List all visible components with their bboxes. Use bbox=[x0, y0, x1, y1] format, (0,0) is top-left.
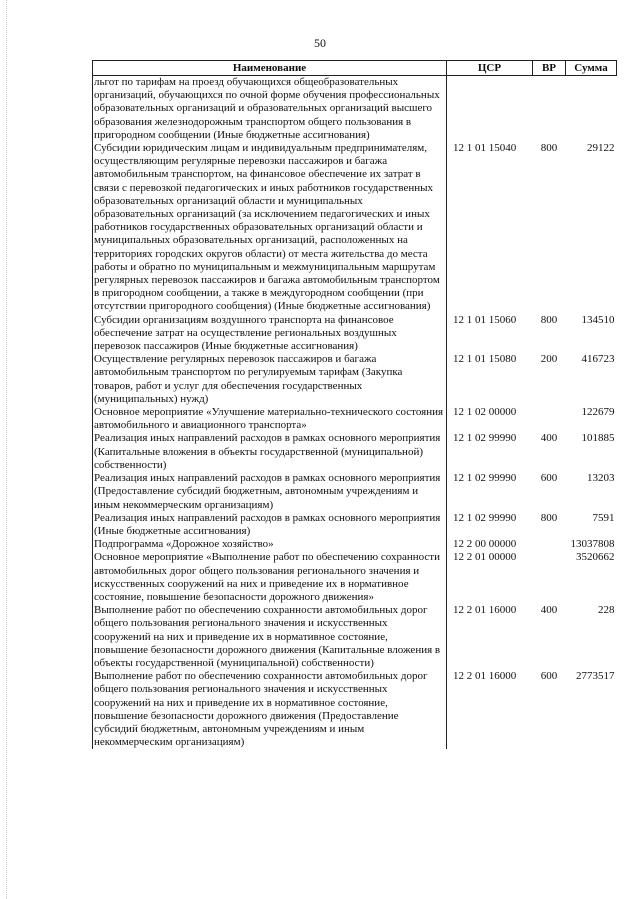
header-sum: Сумма bbox=[566, 61, 617, 76]
row-sum bbox=[566, 76, 617, 143]
row-csr: 12 1 01 15080 bbox=[453, 353, 517, 366]
header-csr: ЦСР bbox=[447, 61, 533, 76]
scan-margin-edge bbox=[6, 0, 8, 899]
header-row bbox=[93, 61, 617, 76]
table-row bbox=[93, 142, 617, 314]
row-sum: 7591 bbox=[592, 511, 615, 524]
row-vr: 400 bbox=[540, 432, 558, 445]
row-vr bbox=[533, 76, 566, 143]
header-name: Наименование bbox=[93, 61, 447, 76]
row-name: Подпрограмма «Дорожное хозяйство» bbox=[93, 538, 447, 551]
page-number: 50 bbox=[314, 36, 326, 50]
row-sum: 101885 bbox=[581, 432, 615, 445]
row-csr: 12 2 00 00000 bbox=[453, 538, 517, 551]
row-name: Основное мероприятие «Улучшение материально-технического состояния автомобильного и авиационного транспорта» bbox=[93, 406, 447, 432]
row-vr: 600 bbox=[540, 670, 558, 683]
row-sum: 122679 bbox=[581, 406, 615, 419]
row-csr: 12 2 01 16000 bbox=[453, 604, 517, 617]
row-name: льгот по тарифам на проезд обучающихся общеобразовательных организаций, обучающихся по очной форме обучения профессиональных образовательных организаций и образовательных организаций высшего образования железнодорожным транспортом общего пользования в пригородном сообщении (Иные бюджетные ассигнования) bbox=[93, 76, 447, 143]
row-sum: 3520662 bbox=[576, 551, 615, 564]
budget-table bbox=[92, 60, 617, 749]
row-csr: 12 1 02 99990 bbox=[453, 511, 517, 524]
row-name: Реализация иных направлений расходов в рамках основного мероприятия (Капитальные вложения в объекты государственной (муниципальной) собственности) bbox=[93, 432, 447, 472]
row-name: Реализация иных направлений расходов в рамках основного мероприятия (Иные бюджетные ассигнования) bbox=[93, 512, 447, 538]
row-vr: 200 bbox=[540, 353, 558, 366]
table-body bbox=[93, 76, 617, 750]
row-vr: 800 bbox=[540, 313, 558, 326]
row-vr bbox=[533, 406, 566, 432]
table-row bbox=[93, 432, 617, 472]
row-name: Субсидии юридическим лицам и индивидуальным предпринимателям, осуществляющим регулярные перевозки пассажиров и багажа автомобильным транспортом, на финансовое обеспечение их затрат в связи с перевозкой педагогических и иных работников государственных образовательных организаций области и муниципальных образовательных организаций (за исключением педагогических и иных работников государственных образовательных организаций области и муниципальных образовательных организаций, расположенных на территориях городских округов области) от места жительства до места работы и обратно по муниципальным и межмуниципальным маршрутам регулярных перевозок пассажиров и багажа автомобильным транспортом в пригородном сообщении, а также в междугородном сообщении (при отсутствии пригородного сообщения) (Иные бюджетные ассигнования) bbox=[93, 142, 447, 314]
row-sum: 228 bbox=[598, 604, 615, 617]
row-csr: 12 1 01 15040 bbox=[453, 142, 517, 155]
header-vr: ВР bbox=[533, 61, 566, 76]
table-row bbox=[93, 670, 617, 749]
row-csr: 12 1 02 99990 bbox=[453, 432, 517, 445]
row-csr bbox=[447, 76, 533, 143]
row-name: Осуществление регулярных перевозок пассажиров и багажа автомобильным транспортом по регулируемым тарифам (Закупка товаров, работ и услуг для обеспечения государственных (муниципальных) нужд) bbox=[93, 353, 447, 406]
row-vr: 800 bbox=[540, 511, 558, 524]
table-row bbox=[93, 472, 617, 512]
row-csr: 12 2 01 00000 bbox=[453, 551, 517, 564]
row-sum: 29122 bbox=[587, 142, 615, 155]
row-sum: 13037808 bbox=[570, 538, 615, 551]
row-csr: 12 1 02 00000 bbox=[453, 406, 517, 419]
row-sum: 134510 bbox=[581, 313, 615, 326]
table-header bbox=[93, 61, 617, 76]
row-vr: 800 bbox=[540, 142, 558, 155]
row-vr bbox=[533, 551, 566, 604]
table-row bbox=[93, 76, 617, 143]
row-sum: 416723 bbox=[581, 353, 615, 366]
row-csr: 12 2 01 16000 bbox=[453, 670, 517, 683]
row-name: Субсидии организациям воздушного транспорта на финансовое обеспечение затрат на осуществление региональных воздушных перевозок пассажиров (Иные бюджетные ассигнования) bbox=[93, 314, 447, 354]
row-name: Реализация иных направлений расходов в рамках основного мероприятия (Предоставление субсидий бюджетным, автономным учреждениям и иным некоммерческим организациям) bbox=[93, 472, 447, 512]
table-row bbox=[93, 406, 617, 432]
row-name: Основное мероприятие «Выполнение работ по обеспечению сохранности автомобильных дорог общего пользования регионального значения и искусственных сооружений на них и приведение их в нормативное состояние, повышение безопасности дорожного движения» bbox=[93, 551, 447, 604]
row-csr: 12 1 01 15060 bbox=[453, 313, 517, 326]
table-row bbox=[93, 353, 617, 406]
table-row bbox=[93, 604, 617, 670]
row-sum: 13203 bbox=[587, 472, 615, 485]
table-row bbox=[93, 538, 617, 551]
row-csr: 12 1 02 99990 bbox=[453, 472, 517, 485]
table-row bbox=[93, 314, 617, 354]
row-vr: 600 bbox=[540, 472, 558, 485]
row-sum: 2773517 bbox=[576, 670, 615, 683]
row-name: Выполнение работ по обеспечению сохранности автомобильных дорог общего пользования регионального значения и искусственных сооружений на них и приведение их в нормативное состояние, повышение безопасности дорожного движения (Предоставление субсидий бюджетным, автономным учреждениям и иным некоммерческим организациям) bbox=[93, 670, 447, 749]
row-vr bbox=[533, 538, 566, 551]
table-row bbox=[93, 551, 617, 604]
row-vr: 400 bbox=[540, 604, 558, 617]
table-row bbox=[93, 512, 617, 538]
row-name: Выполнение работ по обеспечению сохранности автомобильных дорог общего пользования регионального значения и искусственных сооружений на них и приведение их в нормативное состояние, повышение безопасности дорожного движения (Капитальные вложения в объекты государственной (муниципальной) собственности) bbox=[93, 604, 447, 670]
